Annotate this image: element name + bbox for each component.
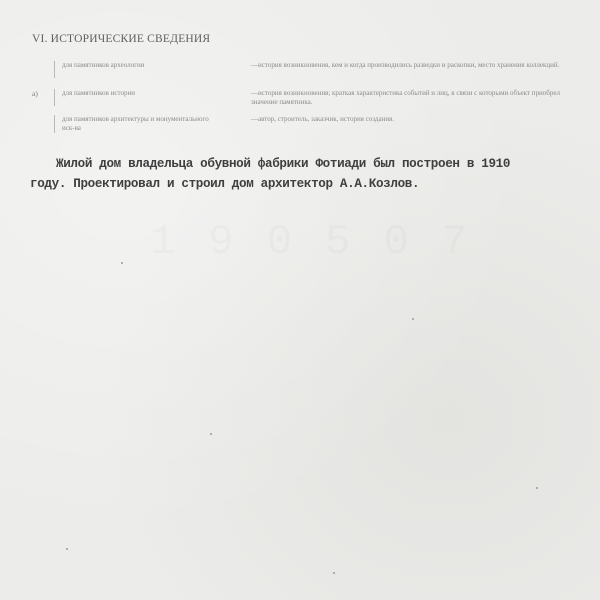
form-letter-history: а) (32, 89, 38, 98)
typed-line-2: году. Проектировал и строил дом архитектор А.А.Козлов. (30, 177, 420, 191)
form-label-archaeology: для памятников археологии (62, 61, 145, 69)
typed-line-1 (30, 154, 590, 174)
paper-speck (210, 433, 212, 435)
typed-line-1-text: Жилой дом владельца обувной фабрики Фотиади был построен в 1910 (56, 157, 511, 171)
paper-speck (121, 262, 123, 264)
paper-speck (333, 572, 335, 574)
paper-speck (412, 318, 414, 320)
section-title: VI. ИСТОРИЧЕСКИЕ СВЕДЕНИЯ (32, 33, 211, 45)
form-desc-archaeology: —история возникновения, кем и когда производились разведки и раскопки, место хранения коллекций. (251, 61, 560, 69)
paper-speck (536, 487, 538, 489)
typed-paragraph (30, 154, 590, 194)
form-label-history: для памятников истории (62, 89, 135, 97)
form-desc-history: —история возникновения; краткая характеристика событий и лиц, в связи с которыми объект приобрел значение памятника. (251, 89, 560, 106)
paper-speck (66, 548, 68, 550)
form-desc-architecture: —автор, строитель, заказчик, история создания. (251, 115, 395, 123)
form-label-architecture: для памятников архитектуры и монументального иск-ва (62, 115, 209, 132)
bleed-through-mark (150, 218, 471, 266)
